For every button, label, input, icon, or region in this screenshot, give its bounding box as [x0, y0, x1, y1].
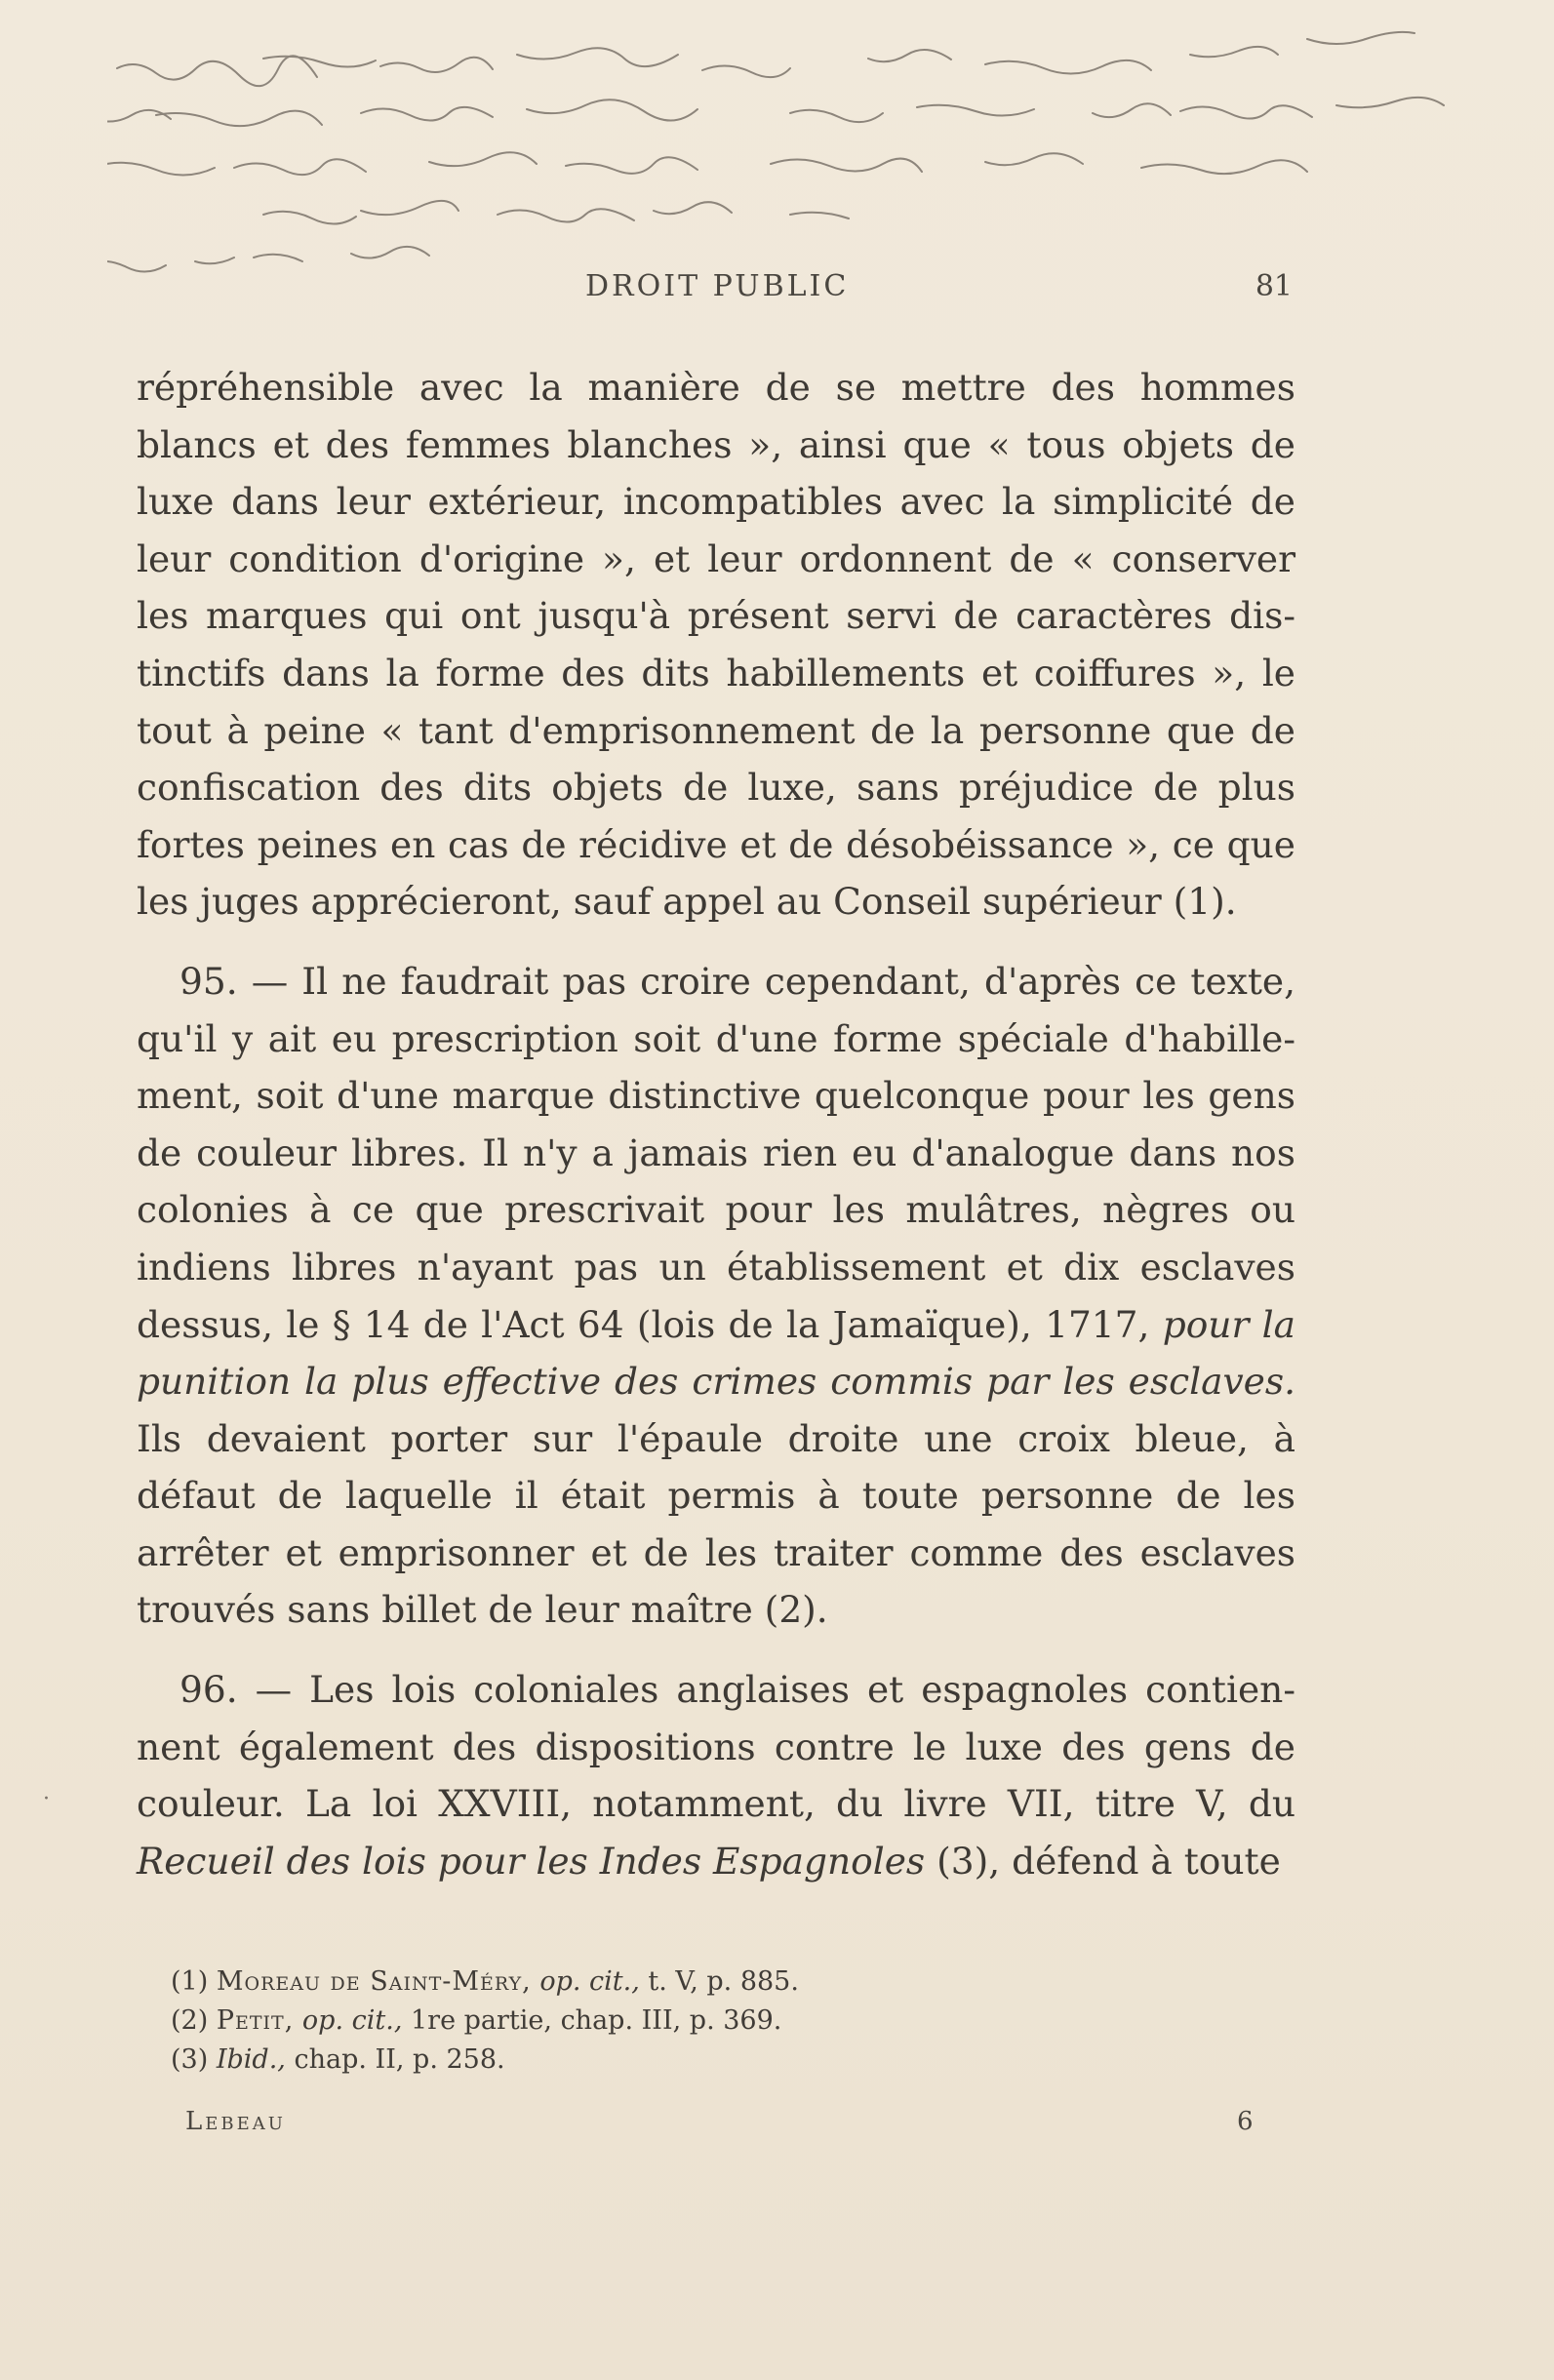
text-line: de couleur libres. Il n'y a jamais rien eu d'analogue dans nos — [137, 1130, 1295, 1174]
text-line: et emprisonner et de les traiter comme des esclaves trouvés — [137, 1530, 1296, 1632]
footnote-3 — [171, 2041, 1049, 2080]
text-line: , défend à toute — [988, 1839, 1281, 1883]
text-line: indiens libres n'ayant pas un établissement et dix esclaves — [137, 1245, 1295, 1289]
paragraph-96 — [137, 1661, 1295, 1889]
running-title: DROIT PUBLIC — [585, 269, 850, 303]
footnote-2 — [171, 2002, 1049, 2041]
text-line: Ils devaient porter sur l'épaule droite une croix bleue, à — [137, 1416, 1295, 1460]
text-line: leur condition d'origine », et leur ordonnent de « conserver — [137, 536, 1295, 580]
text-line: tout à peine « tant d'emprisonnement de la personne que de — [137, 708, 1295, 752]
footnote-ref: (3) — [936, 1839, 989, 1883]
text-line: nent également des dispositions contre le luxe des gens de — [137, 1725, 1295, 1768]
footnote-author: Petit, — [216, 2005, 295, 2036]
text-line: 96. — Les lois coloniales anglaises et espagnoles contien- — [179, 1668, 1295, 1712]
body-text — [137, 359, 1295, 1889]
footnote-rest: t. V, p. 885. — [648, 1966, 799, 1997]
italic-title: pour la — [1162, 1302, 1295, 1346]
text-line: fortes peines en cas de récidive et de désobéissance », ce que — [137, 822, 1295, 866]
footnote-rest: chap. II, p. 258. — [294, 2044, 505, 2075]
footnote-work: op. cit., — [539, 1966, 640, 1997]
signature-number: 6 — [1237, 2107, 1254, 2136]
margin-mark: · — [43, 1787, 50, 1811]
signature-author: Lebeau — [185, 2107, 286, 2136]
footnote-number: (2) — [171, 2005, 209, 2036]
text-line: sans billet de leur maître (2). — [287, 1588, 828, 1632]
footnote-number: (1) — [171, 1966, 209, 1997]
text-line: ment, soit d'une marque distinctive quelconque pour les gens — [137, 1074, 1295, 1118]
running-head — [0, 269, 1554, 308]
footnote-rest: 1re partie, chap. III, p. 369. — [411, 2005, 782, 2036]
footnotes — [171, 1963, 1049, 2080]
footnote-work: Ibid., — [216, 2044, 286, 2075]
text-line: les juges apprécieront, sauf appel au Conseil supérieur (1). — [137, 880, 1237, 924]
paragraph-1 — [137, 359, 1295, 931]
text-line: blancs et des femmes blanches », ainsi que « tous objets de — [137, 422, 1295, 466]
text-line: dessus, le § 14 de l'Act 64 (lois de la Jamaïque), 1717, — [137, 1302, 1150, 1346]
text-line: colonies à ce que prescrivait pour les mulâtres, nègres ou — [137, 1188, 1295, 1232]
text-line: qu'il y ait eu prescription soit d'une forme spéciale d'habille- — [137, 1016, 1295, 1060]
text-line: tinctifs dans la forme des dits habillements et coiffures », le — [137, 651, 1295, 694]
pencil-scribble — [107, 20, 1532, 302]
text-line: répréhensible avec la manière de se mettre des hommes — [137, 366, 1295, 409]
footnote-author: Moreau de Saint-Méry, — [216, 1966, 532, 1997]
text-line: confiscation des dits objets de luxe, sans préjudice de plus — [137, 766, 1295, 810]
text-line: défaut de laquelle il était permis à toute personne de les arrêter — [137, 1474, 1295, 1574]
footnote-1 — [171, 1963, 1049, 2002]
text-line: 95. — Il ne faudrait pas croire cependant, d'après ce texte, — [179, 959, 1295, 1003]
italic-title: punition la plus effective des crimes commis par les esclaves. — [137, 1360, 1295, 1404]
italic-title: Recueil des lois pour les Indes Espagnoles — [137, 1839, 926, 1883]
paragraph-95 — [137, 953, 1295, 1639]
page-number: 81 — [1255, 269, 1293, 303]
text-line: couleur. La loi XXVIII, notamment, du livre VII, titre V, du — [137, 1782, 1295, 1826]
footnote-work: op. cit., — [301, 2005, 403, 2036]
text-line: luxe dans leur extérieur, incompatibles avec la simplicité de — [137, 480, 1295, 524]
footnote-number: (3) — [171, 2044, 209, 2075]
handwritten-annotation — [107, 20, 1532, 302]
text-line: les marques qui ont jusqu'à présent servi de caractères dis- — [137, 594, 1295, 638]
